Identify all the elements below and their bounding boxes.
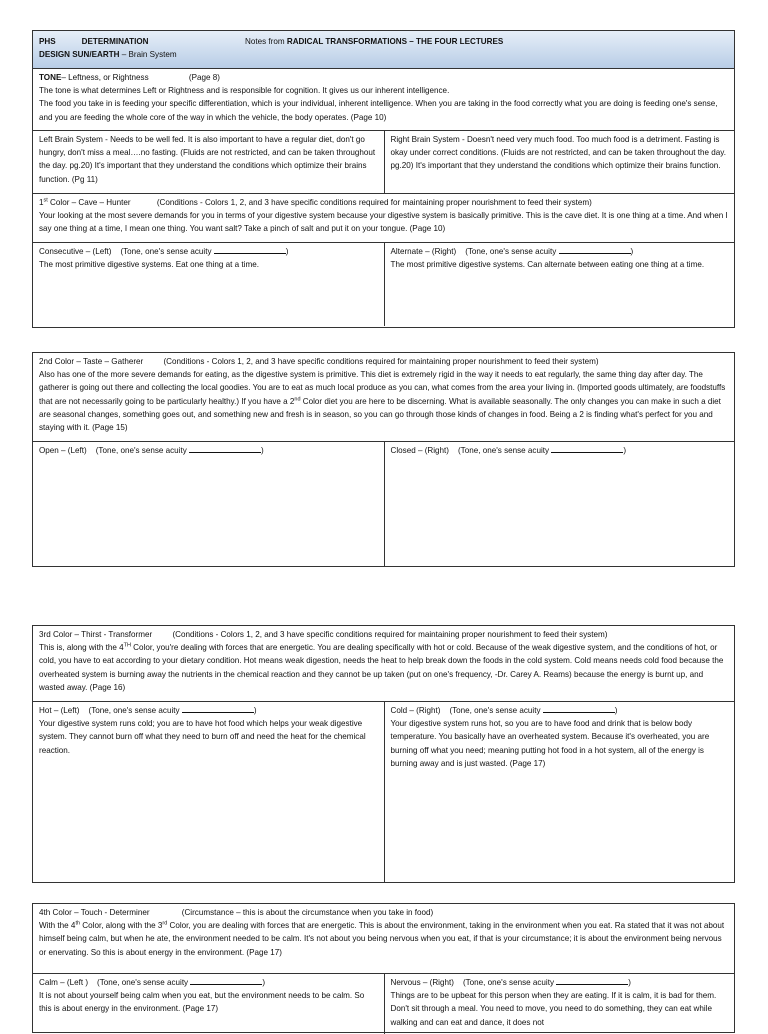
tone-heading: TONE bbox=[39, 73, 62, 82]
cold-cell: Cold – (Right) (Tone, one's sense acuity ) Your digestive system runs hot, so you are to have food and drink that is below body temperature. You basically have an overheated system. Because it's overheated, you are burning off what you need; meaning putting hot food in a hot system, all of the energy is burning away and is just wasted. (Page 17) bbox=[384, 702, 735, 882]
notes-prefix: Notes from bbox=[245, 37, 285, 46]
tone-blank[interactable] bbox=[190, 976, 262, 985]
color3-split bbox=[33, 702, 734, 882]
color2-split bbox=[33, 442, 734, 566]
document-header bbox=[33, 31, 734, 69]
color2-conditions: (Conditions - Colors 1, 2, and 3 have specific conditions required for maintaining proper nourishment to feed their system) bbox=[163, 357, 599, 366]
doc-subtitle-rest: – Brain System bbox=[121, 50, 177, 59]
tone-blank[interactable] bbox=[182, 704, 254, 713]
color4-title: 4th Color – Touch - Determiner bbox=[39, 908, 150, 917]
color2-title: 2nd Color – Taste – Gatherer bbox=[39, 357, 144, 366]
notes-title: RADICAL TRANSFORMATIONS – THE FOUR LECTURES bbox=[286, 37, 504, 46]
tone-heading-rest: – Leftness, or Rightness bbox=[61, 73, 149, 82]
alternate-cell: Alternate – (Right) (Tone, one's sense acuity ) The most primitive digestive systems. Can alternate between eating one thing at a time. bbox=[384, 243, 735, 326]
tone-blank[interactable] bbox=[551, 444, 623, 453]
right-brain-cell: Right Brain System - Doesn't need very much food. Too much food is a detriment. Fasting is okay under correct conditions. (Fluids are not restricted, and can be taken throughout the day. pg.20) It's important that they understand the conditions which optimize their brains function. bbox=[384, 131, 735, 193]
calm-cell: Calm – (Left ) (Tone, one's sense acuity ) It is not about yourself being calm when you eat, but the environment needs to be calm. So this is about energy in the environment. (Page 17) bbox=[39, 978, 365, 1014]
color2-block bbox=[33, 353, 734, 442]
color4-split bbox=[33, 974, 734, 1034]
tone-page: (Page 8) bbox=[188, 73, 220, 82]
section-color3 bbox=[32, 625, 735, 883]
tone-blank[interactable] bbox=[543, 704, 615, 713]
brain-system-row bbox=[33, 131, 734, 194]
tone-blank[interactable] bbox=[214, 245, 286, 254]
color4-conditions: (Circumstance – this is about the circumstance when you take in food) bbox=[181, 908, 434, 917]
color3-title: 3rd Color – Thirst - Transformer bbox=[39, 630, 153, 639]
nervous-cell: Nervous – (Right) (Tone, one's sense acuity ) Things are to be upbeat for this person when they are eating. If it is calm, it is bad for them. Don't sit through a meal. You need to move, you need to do something, they can eat while walking and can eat and dance, it does not bbox=[384, 974, 735, 1034]
color3-body: This is, along with the 4TH Color, you're dealing with forces that are energetic. You are dealing specifically with hot or cold. Because of the weak digestive system, and the conditions of hot, or cold, you have to eat according to your dietary condition. Hot means weak digestion, needs the heat to help break down the foods in the cold system. Cold means needs cold food because the overheated system is burning away the nutrients in the chemical reaction and they cannot be up taken (put on one's frequency, -Dr. Carey A. Reams) because the energy is burnt up, and wasted away. (Page 16) bbox=[39, 642, 724, 692]
section-color2 bbox=[32, 352, 735, 567]
tone-blank[interactable] bbox=[559, 245, 631, 254]
color3-block bbox=[33, 626, 734, 702]
color1-split bbox=[33, 243, 734, 326]
tone-paragraph-1: The tone is what determines Left or Rightness and is responsible for cognition. It gives us our inherent intelligence. bbox=[39, 86, 450, 96]
tone-block bbox=[33, 69, 734, 131]
doc-subtitle: DESIGN SUN/EARTH bbox=[39, 50, 120, 59]
color1-block: 1st Color – Cave – Hunter (Conditions - Colors 1, 2, and 3 have specific conditions required for maintaining proper nourishment to feed their system) Your looking at the most severe demands for you in terms of your digestive system because your digestive system is basically primitive. This is the cave diet. It is one thing at a time. And when I say one thing at a time, I mean one thing. You want salt? Take a pinch of salt and put it on your tongue. (Page 10) bbox=[33, 194, 734, 243]
color1-title: Color – Cave – Hunter bbox=[50, 198, 131, 207]
consecutive-cell: Consecutive – (Left) (Tone, one's sense acuity ) The most primitive digestive systems. Eat one thing at a time. bbox=[39, 247, 289, 270]
left-brain-cell: Left Brain System - Needs to be well fed. It is also important to have a regular diet, don't go hungry, don't miss a meal….no fasting. (Fluids are not restricted, and can be taken throughout the day. pg.20) It's important that they understand the conditions which optimize their brains function. (Pg 11) bbox=[39, 135, 376, 184]
tone-blank[interactable] bbox=[556, 976, 628, 985]
color1-conditions: (Conditions - Colors 1, 2, and 3 have specific conditions required for maintaining proper nourishment to feed their system) bbox=[156, 198, 592, 207]
color3-conditions: (Conditions - Colors 1, 2, and 3 have specific conditions required for maintaining proper nourishment to feed their system) bbox=[172, 630, 608, 639]
section-color4 bbox=[32, 903, 735, 1033]
section-tone-color1 bbox=[32, 30, 735, 328]
closed-cell: Closed – (Right) (Tone, one's sense acuity ) bbox=[384, 442, 735, 566]
tone-paragraph-2: The food you take in is feeding your specific differentiation, which is your individual, inherent intelligence. When you are taking in the food correctly what you are doing is feeding one's sense, and you are feeding the whole core of the way in which the vehicle, the body operates. (Page 10) bbox=[39, 99, 718, 122]
color1-body: Your looking at the most severe demands for you in terms of your digestive system because your digestive system is basically primitive. This is the cave diet. It is one thing at a time. And when I say one thing at a time, I mean one thing. You want salt? Take a pinch of salt and put it on your tongue. (Page 10) bbox=[39, 211, 728, 234]
color4-body: With the 4th Color, along with the 3rd Color, you are dealing with forces that are energetic. This is about the environment, taking in the environment when you eat. Ra stated that it was not about himself being calm, but when he ate, the environment needed to be calm. It's not about you being nervous when you eat, if that is your circumstance; it is about the environment being nervous or enervating. So this is about energy in the environment. (Page 17) bbox=[39, 920, 725, 957]
open-cell: Open – (Left) (Tone, one's sense acuity ) bbox=[39, 446, 264, 455]
color2-body: Also has one of the more severe demands for eating, as the digestive system is primitive. This diet is extremely rigid in the way it needs to eat regularly, the same thing day after day. The gatherer is going out there and collecting the local goodies. You are to eat as much local produce as you can, what comes from the area your living in. (Imported goods ultimately, are foodstuffs that are not necessarily going to be particularly healthy.) If you have a 2nd Color diet you are here to be discerning. What is available seasonally. The only changes you can make in such a diet are seasonal changes, something goes out, and something new and fresh is in season, so you can go through those kinds of changes in food. Being a 2 is finding what's perfect for you and staying with it. (Page 15) bbox=[39, 370, 726, 433]
org-label: PHS bbox=[39, 37, 56, 46]
color4-block bbox=[33, 904, 734, 974]
tone-blank[interactable] bbox=[189, 444, 261, 453]
doc-title: DETERMINATION bbox=[81, 37, 149, 46]
hot-cell: Hot – (Left) (Tone, one's sense acuity ) Your digestive system runs cold; you are to have hot food which helps your weak digestive system. They cannot burn off what they need to burn off and need the heat for the chemical reaction. bbox=[39, 706, 366, 755]
